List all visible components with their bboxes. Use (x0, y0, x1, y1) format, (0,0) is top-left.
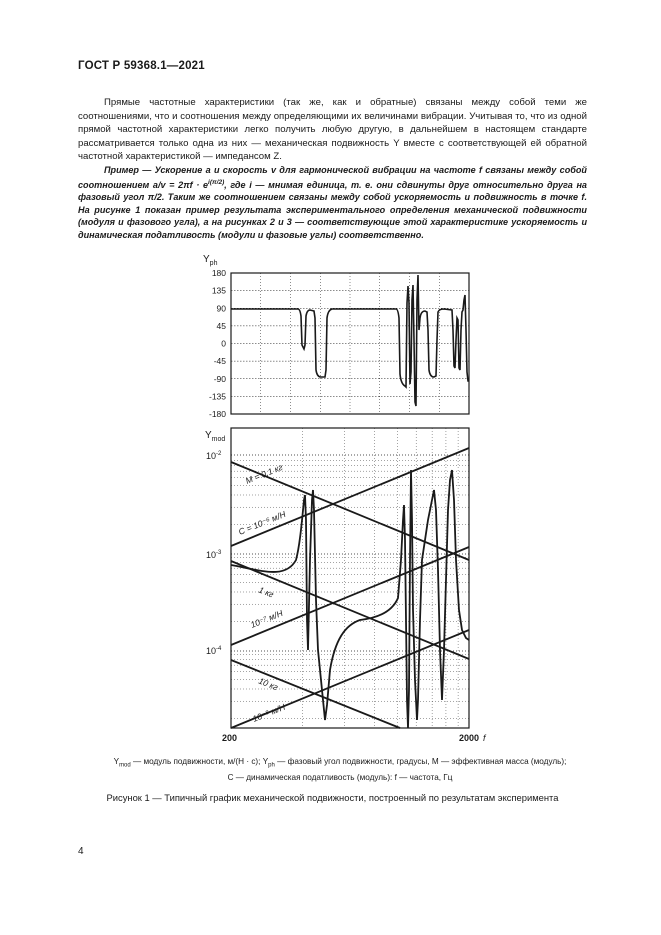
phase-tick-labels (209, 268, 226, 419)
note-ymod-sub: mod (119, 762, 131, 769)
ref-line-compliance-1e-7 (231, 561, 469, 659)
example-text-part1: Пример — Ускорение a и скорость v для гармонической вибрации на частоте f связаны между собой соотношением a/v = 2πf · e (78, 165, 587, 190)
modulus-ylabel-sub: mod (211, 436, 226, 443)
ytick-1e-3-base: 10 (206, 550, 217, 560)
example-text-part2: , где i — мнимая единица, т. е. они сдвинуты друг относительно друга на фазовый угол π/2. Таким же соотношением связаны между собой ускоряемость и подвижность в точке f. На рисунке 1 показан пример результата экспериментального определения механической подвижности (модуля и фазового угла), а на рисунках 2 и 3 — соответствующие этой характеристике ускоряемость и динамическая податливость (модули и фазовые углы) соответственно. (78, 179, 587, 240)
ytick-label-1e-2 (206, 451, 222, 461)
xtick-label-200: 200 (222, 733, 238, 743)
phase-ytick-label: -45 (213, 356, 226, 367)
ref-label-compliance-1e-8: 10⁻⁸ м/Н (251, 701, 287, 724)
phase-ylabel-main: Y (203, 254, 210, 265)
ytick-1e-4-exp: -4 (216, 646, 222, 652)
note-yph-text: — фазовый угол подвижности, градусы, M — эффективная масса (модуль); (274, 757, 567, 766)
phase-ytick-label: -180 (208, 409, 226, 419)
figure-caption: Рисунок 1 — Типичный график механической подвижности, построенный по результатам эксперимента (106, 792, 559, 803)
legend-note (100, 756, 580, 784)
modulus-ylabel-main: Y (205, 430, 212, 441)
ytick-1e-2-exp: -2 (216, 451, 222, 457)
phase-ytick-label: 0 (221, 338, 226, 349)
ytick-1e-3-exp: -3 (216, 550, 222, 556)
ytick-label-1e-3 (206, 550, 222, 560)
document-header: ГОСТ Р 59368.1—2021 (78, 60, 205, 72)
phase-gridlines (231, 273, 469, 414)
xaxis-label: f (483, 733, 486, 743)
note-ymod: Y (113, 757, 120, 766)
note-yph: Y (262, 757, 269, 766)
note-yph-sub: ph (268, 762, 275, 769)
phase-ytick-label: 135 (211, 285, 226, 296)
note-ymod-text: — модуль подвижности, м/(Н · с); (130, 757, 263, 766)
body-paragraph: Прямые частотные характеристики (так же, как и обратные) связаны между собой теми же соотношениями, что и соотношения между определяющими их величинами вибрации. Учитывая то, что из одной прямой частотной характеристики легко получить любую другую, в дальнейшем в настоящем стандарте рассматривается только одна из них — механическая подвижность Y вместе с соответствующей ей обратной частотной характеристикой — импедансом Z. (78, 97, 587, 163)
phase-ylabel-sub: ph (209, 260, 218, 267)
modulus-curve (231, 470, 469, 728)
ytick-1e-4-base: 10 (206, 646, 217, 656)
page-number: 4 (78, 846, 84, 857)
modulus-ylabel (205, 430, 225, 443)
phase-ytick-label: 180 (211, 268, 226, 278)
ytick-label-1e-4 (206, 646, 222, 656)
phase-ylabel (203, 254, 218, 267)
note-line2: C — динамическая податливость (модуль): f — частота, Гц (227, 772, 453, 782)
ref-label-compliance-1e-7: 10⁻⁷ м/Н (249, 607, 285, 630)
phase-ytick-label: 45 (216, 320, 226, 331)
phase-ytick-label: 90 (216, 303, 226, 314)
ref-label-mass-0.1kg: M = 0,1 кг (244, 461, 285, 486)
phase-ytick-label: -90 (213, 373, 226, 384)
ref-label-compliance-1e-6: C = 10⁻⁶ м/Н (237, 508, 288, 537)
ytick-1e-2-base: 10 (206, 451, 217, 461)
phase-chart (203, 254, 469, 419)
ref-label-mass-10kg: 10 кг (257, 675, 280, 693)
modulus-chart (205, 428, 487, 743)
xtick-label-2000: 2000 (459, 733, 480, 743)
phase-ytick-label: -135 (208, 391, 226, 402)
ref-label-mass-1kg: 1 кг (257, 584, 276, 600)
example-exponent: i(π/2) (208, 178, 225, 186)
